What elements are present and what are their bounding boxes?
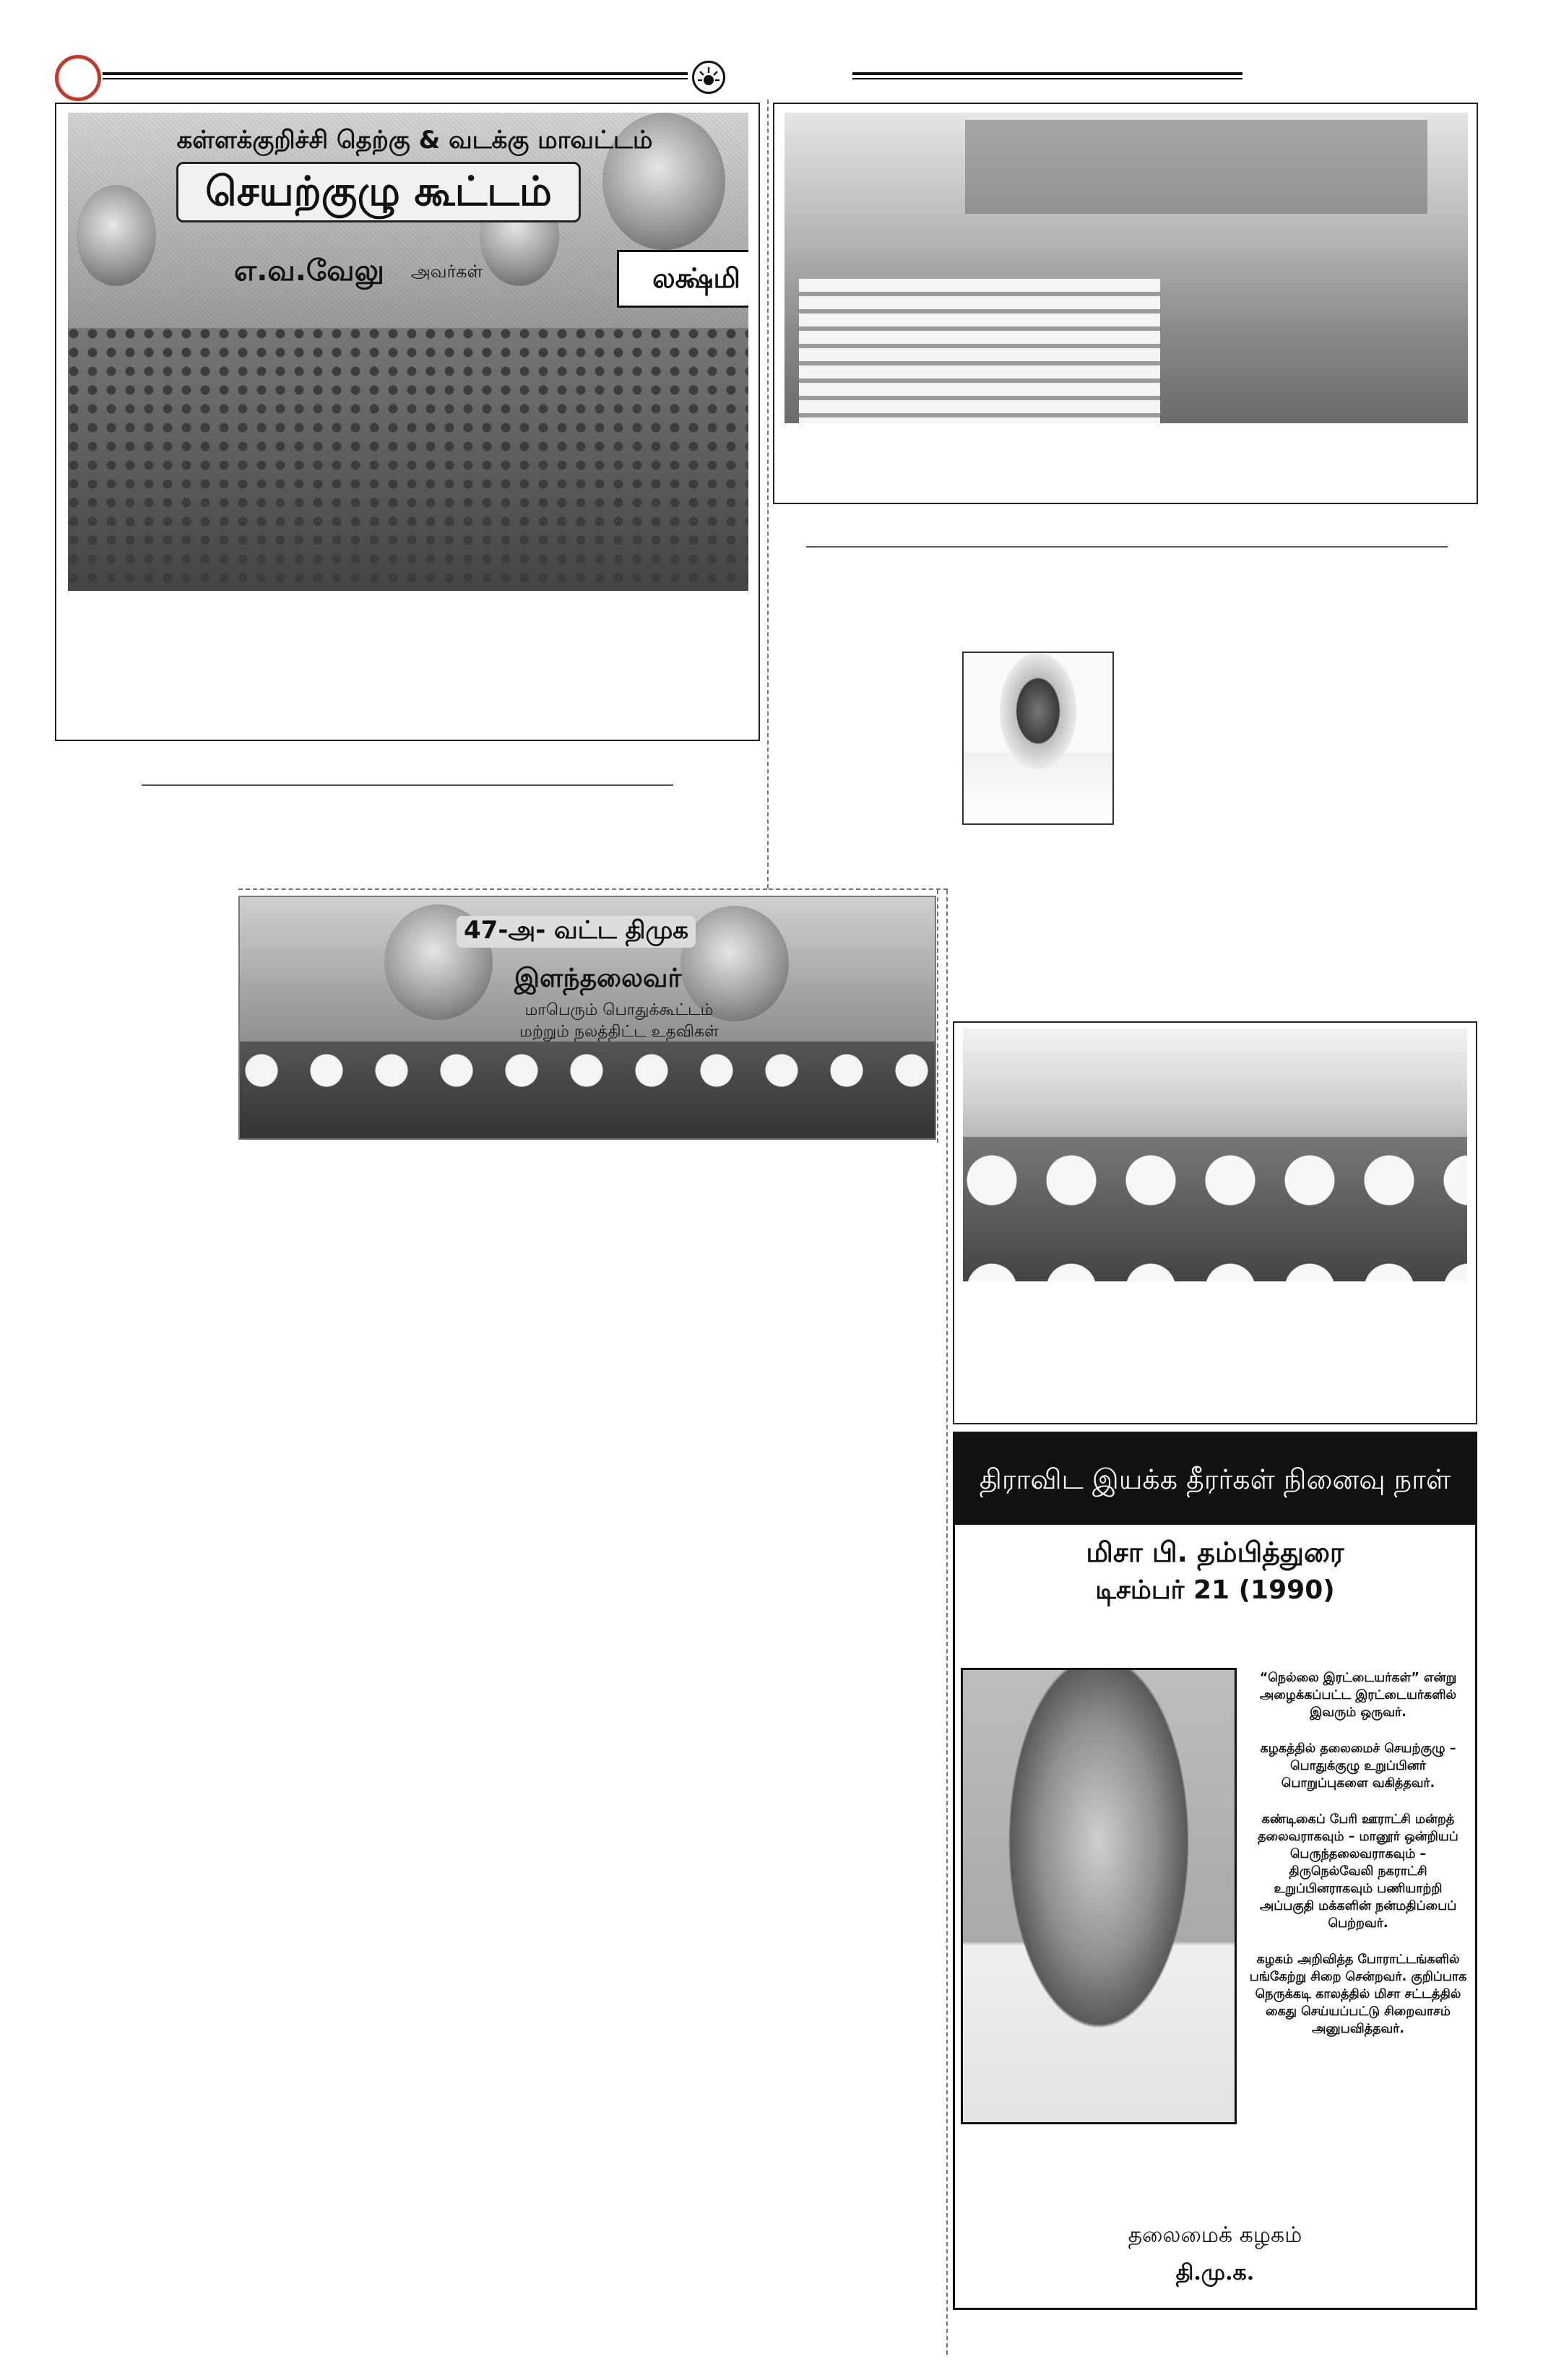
tribute-portrait-photo [961, 1668, 1237, 2124]
rising-sun-logo-icon [692, 61, 725, 94]
article-photo-box-2 [773, 103, 1478, 504]
stage-event-photo [238, 896, 936, 1140]
tribute-signature-line-2: தி.மு.க. [1175, 2260, 1255, 2285]
masthead-rule-right-thin [852, 78, 1242, 79]
column-separator-right [946, 890, 948, 2355]
podium-label: லக்ஷ்மி [617, 250, 748, 308]
stage-seated-guests [240, 1042, 936, 1140]
classroom-desks [799, 279, 1160, 423]
headline-rule-right [806, 546, 1448, 548]
masthead-rule [103, 72, 688, 75]
person-portrait-photo [962, 652, 1114, 825]
tribute-para-1: “நெல்லை இரட்டையர்கள்” என்று அழைக்கப்பட்ட இரட்டையர்களில் இவரும் ஒருவர். [1259, 1671, 1457, 1720]
blackboard [965, 120, 1427, 214]
memorial-tribute-box [953, 1432, 1477, 2310]
tribute-para-3: கண்டிகைப் பேரி ஊராட்சி மன்றத் தலைவராகவும் – மானூர் ஒன்றியப் பெருந்தலைவராகவும் – திருநெல்வேலி நகராட்சி உறுப்பினராகவும் பணியாற்றி அப்பகுதி மக்களின் நன்மதிப்பைப் பெற்றவர். [1258, 1812, 1458, 1931]
column-separator [767, 100, 769, 888]
tribute-header: திராவிட இயக்க தீரர்கள் நினைவு நாள் [955, 1434, 1475, 1525]
article-photo-box-4 [953, 1021, 1477, 1424]
meeting-photo-1 [68, 113, 748, 591]
banner-district-line: கள்ளக்குறிச்சி தெற்கு & வடக்கு மாவட்டம் [176, 126, 653, 155]
tribute-date: டிசம்பர் 21 (1990) [1095, 1575, 1335, 1605]
stage-banner-title: இளந்தலைவர் [514, 964, 682, 993]
headline-rule-left [142, 784, 673, 786]
banner-portrait-left [77, 185, 156, 286]
meeting-attendees [963, 1137, 1467, 1281]
classroom-photo [785, 113, 1468, 423]
banner-title: செயற்குழு கூட்டம் [176, 162, 581, 222]
tribute-para-2: கழகத்தில் தலைமைச் செயற்குழு – பொதுக்குழு உறுப்பினர் பொறுப்புகளை வகித்தவர். [1260, 1741, 1456, 1791]
tribute-person-name: மிசா பி. தம்பித்துரை [1086, 1536, 1344, 1568]
column-separator-join [769, 888, 948, 890]
banner-name-suffix: அவர்கள் [411, 261, 483, 282]
indoor-meeting-photo [963, 1029, 1467, 1281]
tribute-para-4: கழகம் அறிவித்த போராட்டங்களில் பங்கேற்று சிறை சென்றவர். குறிப்பாக நெருக்கடி காலத்தில் மிசா சட்டத்தில் கைது செய்யப்பட்டு சிறைவாசம் அனுபவித்தவர். [1249, 1952, 1467, 2036]
banner-minister-name: எ.வ.வேலு [234, 254, 384, 287]
article-photo-box-1 [55, 103, 760, 741]
tribute-biography [1248, 1669, 1468, 2056]
section-separator [238, 888, 767, 890]
masthead-rule-thin [103, 78, 688, 79]
photo3-frame-right [937, 890, 938, 1143]
audience-crowd [68, 328, 748, 591]
masthead-circle-emblem [55, 55, 101, 101]
stage-banner-subtitle: மாபெரும் பொதுக்கூட்டம் மற்றும் நலத்திட்ட உதவிகள் [519, 1001, 719, 1041]
stage-banner-ward: 47-அ- வட்ட திமுக [457, 916, 696, 948]
tribute-signature-line-1: தலைமைக் கழகம் [1128, 2223, 1302, 2248]
masthead-rule-right [852, 72, 1242, 75]
